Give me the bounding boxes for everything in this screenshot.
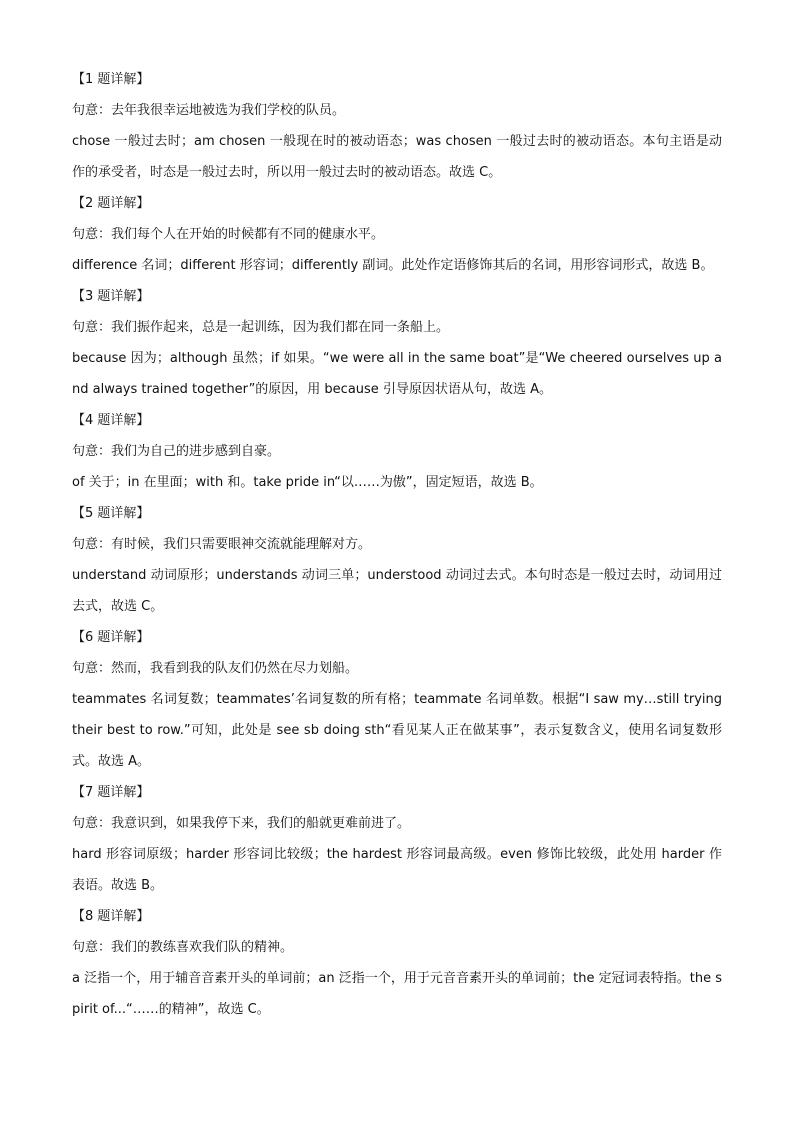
question-3-section (72, 281, 722, 405)
question-4-explanation: of 关于；in 在里面；with 和。take pride in“以……为傲”，固定短语，故选 B。 (72, 475, 543, 490)
question-8-section (72, 901, 722, 1025)
question-7-explanation: hard 形容词原级；harder 形容词比较级；the hardest 形容词最高级。even 修饰比较级，此处用 harder 作表语。故选 B。 (72, 847, 722, 893)
question-2-section (72, 188, 722, 281)
question-3-meaning: 句意：我们振作起来，总是一起训练，因为我们都在同一条船上。 (72, 320, 450, 335)
question-8-meaning: 句意：我们的教练喜欢我们队的精神。 (72, 940, 294, 955)
question-7-section (72, 777, 722, 901)
question-5-heading: 【5 题详解】 (72, 506, 150, 521)
question-1-explanation: chose 一般过去时；am chosen 一般现在时的被动语态；was chosen 一般过去时的被动语态。本句主语是动作的承受者，时态是一般过去时，所以用一般过去时的被动语态。故选 C。 (72, 134, 722, 180)
question-1-heading: 【1 题详解】 (72, 72, 150, 87)
question-5-meaning: 句意：有时候，我们只需要眼神交流就能理解对方。 (72, 537, 372, 552)
question-6-meaning: 句意：然而，我看到我的队友们仍然在尽力划船。 (72, 661, 359, 676)
question-3-explanation: because 因为；although 虽然；if 如果。“we were all in the same boat”是“We cheered ourselves up and always trained together”的原因，用 because 引导原因状语从句，故选 A。 (72, 351, 722, 397)
question-6-section (72, 622, 722, 777)
question-5-section (72, 498, 722, 622)
question-4-section (72, 405, 722, 498)
question-4-heading: 【4 题详解】 (72, 413, 150, 428)
question-2-meaning: 句意：我们每个人在开始的时候都有不同的健康水平。 (72, 227, 385, 242)
question-6-heading: 【6 题详解】 (72, 630, 150, 645)
question-1-section (72, 64, 722, 188)
question-4-meaning: 句意：我们为自己的进步感到自豪。 (72, 444, 281, 459)
question-7-heading: 【7 题详解】 (72, 785, 150, 800)
question-8-explanation: a 泛指一个，用于辅音音素开头的单词前；an 泛指一个，用于元音音素开头的单词前；the 定冠词表特指。the spirit of...“……的精神”，故选 C。 (72, 971, 722, 1017)
question-5-explanation: understand 动词原形；understands 动词三单；understood 动词过去式。本句时态是一般过去时，动词用过去式，故选 C。 (72, 568, 722, 614)
question-3-heading: 【3 题详解】 (72, 289, 150, 304)
question-7-meaning: 句意：我意识到，如果我停下来，我们的船就更难前进了。 (72, 816, 411, 831)
answer-explanations (72, 64, 722, 1025)
question-1-meaning: 句意：去年我很幸运地被选为我们学校的队员。 (72, 103, 346, 118)
question-6-explanation: teammates 名词复数；teammates’名词复数的所有格；teammate 名词单数。根据“I saw my…still trying their best to row.”可知，此处是 see sb doing sth“看见某人正在做某事”，表示复数含义，使用名词复数形式。故选 A。 (72, 692, 722, 769)
question-8-heading: 【8 题详解】 (72, 909, 150, 924)
question-2-heading: 【2 题详解】 (72, 196, 150, 211)
question-2-explanation: difference 名词；different 形容词；differently 副词。此处作定语修饰其后的名词，用形容词形式，故选 B。 (72, 258, 714, 273)
